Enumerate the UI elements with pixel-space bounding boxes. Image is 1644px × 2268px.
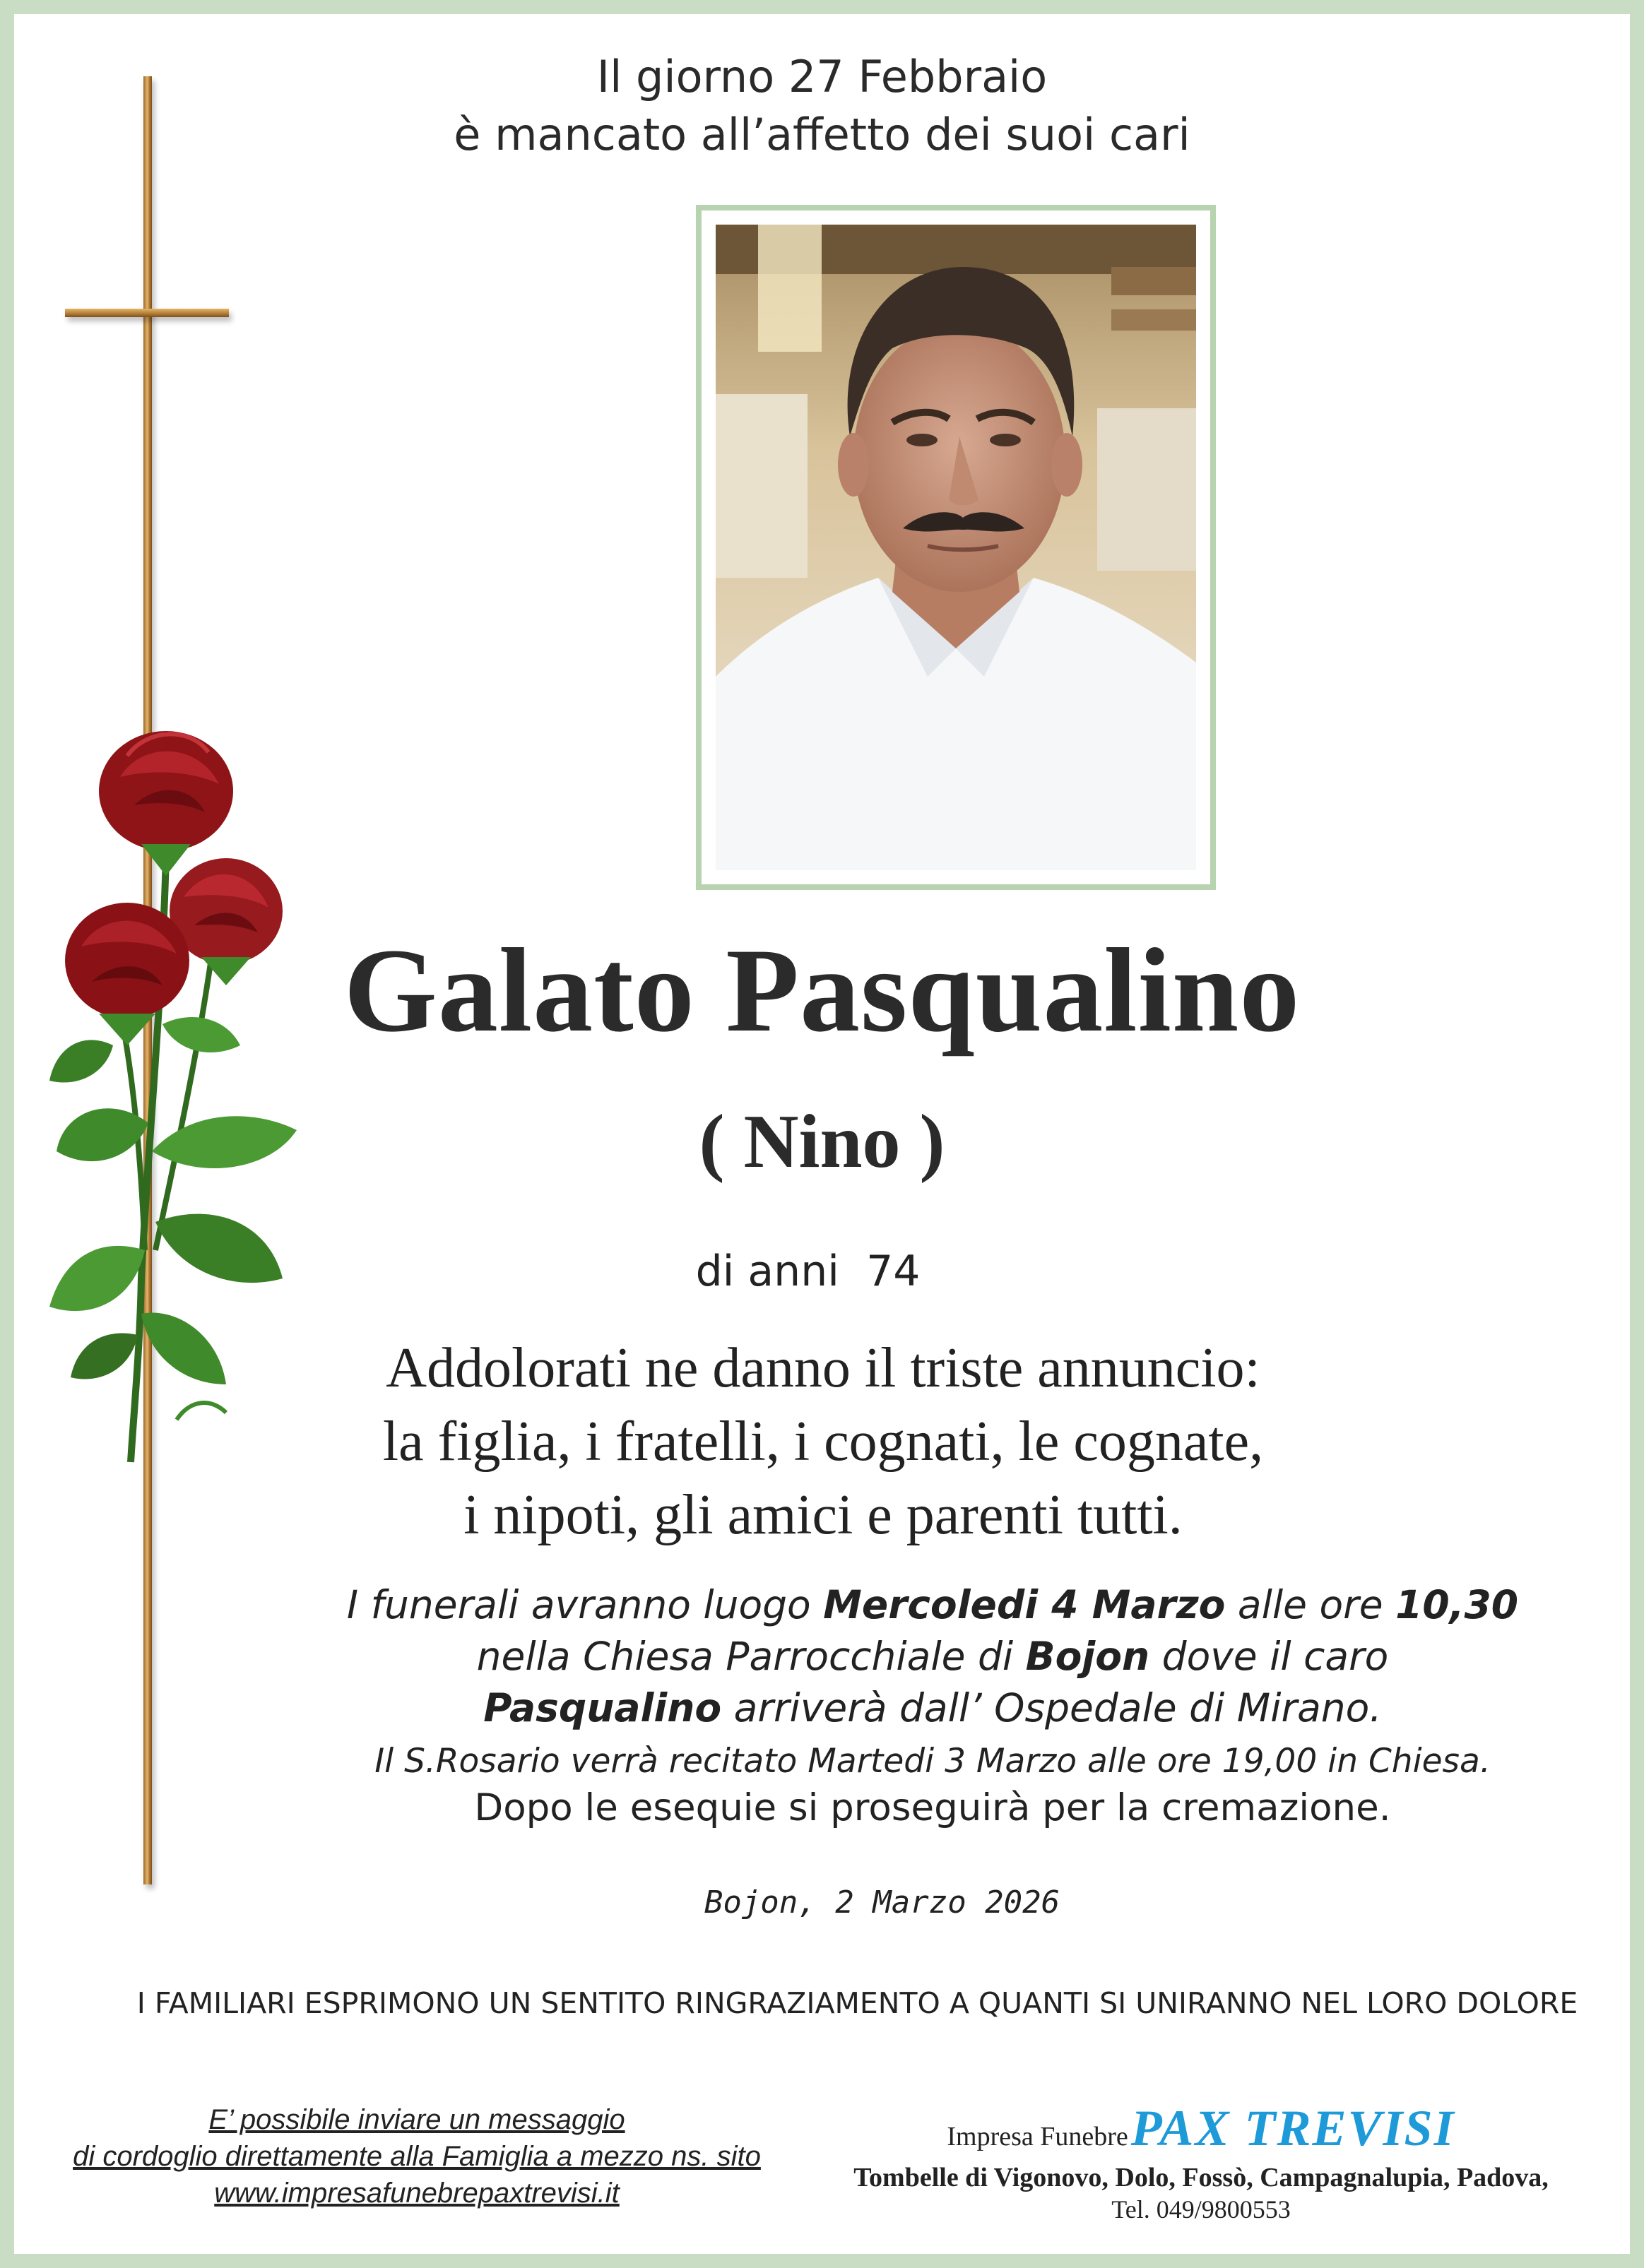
deceased-nickname: ( Nino )	[699, 1100, 945, 1184]
announcement-line: i nipoti, gli amici e parenti tutti.	[463, 1484, 1183, 1546]
agency-phone: Tel. 049/9800553	[1111, 2195, 1291, 2224]
deceased-age-line	[0, 1247, 1630, 1296]
agency-prefix: Impresa Funebre	[947, 2122, 1128, 2151]
condolence-line: di cordoglio direttamente alla Famiglia a mezzo ns. sito	[73, 2141, 761, 2172]
age-label: di anni	[695, 1247, 839, 1296]
portrait-frame	[696, 205, 1216, 890]
announcement-line: la figlia, i fratelli, i cognati, le cognate,	[382, 1411, 1264, 1473]
funeral-line-3: Pasqualino arriverà dall’ Ospedale di Mirano.	[483, 1685, 1382, 1730]
announcement-block	[92, 1331, 1554, 1552]
agency-locations: Tombelle di Vigonovo, Dolo, Fossò, Campagnalupia, Padova,	[853, 2163, 1549, 2192]
rosary-line: Il S.Rosario verrà recitato Martedi 3 Marzo alle ore 19,00 in Chiesa.	[374, 1742, 1491, 1781]
funeral-line-2: nella Chiesa Parrocchiale di Bojon dove il caro	[476, 1634, 1389, 1679]
age-value: 74	[866, 1247, 921, 1296]
cross-horizontal-beam	[65, 309, 229, 317]
portrait-photo	[716, 225, 1196, 870]
condolence-website-link[interactable]: www.impresafunebrepaxtrevisi.it	[214, 2178, 620, 2209]
dateline: Bojon, 2 Marzo 2026	[704, 1884, 1060, 1920]
deceased-name: Galato Pasqualino	[343, 924, 1301, 1057]
family-thanks: I FAMILIARI ESPRIMONO UN SENTITO RINGRAZIAMENTO A QUANTI SI UNIRANNO NEL LORO DOLORE	[136, 1986, 1578, 2020]
header-passing-line: è mancato all’affetto dei suoi cari	[454, 109, 1190, 160]
online-condolence-note	[42, 2101, 791, 2211]
announcement-line: Addolorati ne danno il triste annuncio:	[386, 1337, 1260, 1399]
condolence-line: E’ possibile inviare un messaggio	[208, 2104, 625, 2135]
funeral-details	[297, 1579, 1568, 1734]
funeral-agency-block	[812, 2099, 1590, 2224]
cremation-line: Dopo le esequie si proseguirà per la cremazione.	[474, 1786, 1391, 1829]
agency-logo-text: PAX TREVISI	[1130, 2100, 1455, 2156]
funeral-line-1: I funerali avranno luogo Mercoledi 4 Marzo alle ore 10,30	[346, 1582, 1519, 1627]
header-date-line: Il giorno 27 Febbraio	[596, 51, 1048, 102]
